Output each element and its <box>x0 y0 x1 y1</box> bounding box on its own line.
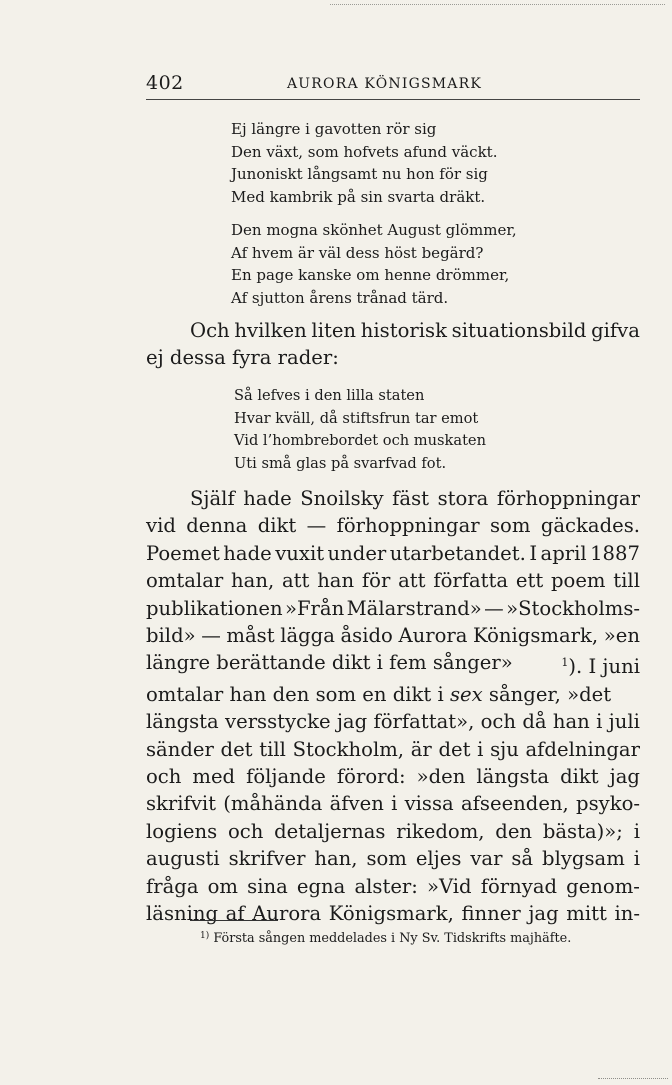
word: psyko- <box>576 792 640 816</box>
word: förhoppningar <box>336 514 480 538</box>
word: dikt <box>560 765 599 789</box>
word: han <box>317 569 355 593</box>
word: »den <box>416 765 466 789</box>
word: han, <box>314 847 358 871</box>
word: till <box>613 569 640 593</box>
word: förnyad <box>480 874 558 898</box>
word: omtalar <box>146 569 224 593</box>
word: »Från <box>284 596 345 620</box>
word: alster: <box>354 874 418 898</box>
word: Stockholm, <box>292 737 405 761</box>
verse-line: En page kanske om henne drömmer, <box>231 266 510 284</box>
word: april <box>540 541 587 565</box>
word: Poemet <box>146 541 220 565</box>
verse-line: Ej längre i gavotten rör sig <box>231 120 437 138</box>
word: hade <box>223 541 272 565</box>
word: äfven <box>329 792 384 816</box>
word: I <box>529 541 538 565</box>
word: hvilken <box>234 319 307 342</box>
text-line <box>146 845 640 872</box>
word: följande <box>246 765 326 789</box>
text-line <box>146 317 640 344</box>
word: sina <box>247 874 288 898</box>
word: om <box>207 874 239 898</box>
word: i <box>633 819 640 843</box>
word: dikt <box>257 514 297 538</box>
word: Aurora <box>252 902 322 926</box>
word: historisk <box>360 319 447 342</box>
word: Och <box>190 319 230 342</box>
word: (måhända <box>223 792 323 816</box>
emphasized-word: sex <box>450 682 483 706</box>
word: i <box>391 792 398 816</box>
word: jag <box>609 765 640 789</box>
word: af <box>225 902 245 926</box>
word: jag <box>336 710 368 734</box>
word: skrifvit <box>146 792 217 816</box>
word: bild» <box>146 624 196 648</box>
word: förhoppningar <box>496 487 640 510</box>
verse-line: Den växt, som hofvets afund väckt. <box>231 142 498 161</box>
word: sju <box>490 737 519 761</box>
text-line <box>146 873 640 900</box>
poem-stanza-1 <box>231 118 497 208</box>
word: egna <box>296 874 346 898</box>
word: vuxit <box>275 541 325 565</box>
word: under <box>327 541 387 565</box>
word: fråga <box>146 874 199 898</box>
text-line <box>146 649 640 680</box>
word: — <box>306 514 327 538</box>
word: afdelningar <box>525 737 640 761</box>
running-title: AURORA KÖNIGSMARK <box>287 76 482 92</box>
word: denna <box>186 514 248 538</box>
word: ett <box>515 569 544 593</box>
word: versstycke <box>225 710 331 734</box>
intro-paragraph <box>146 317 640 372</box>
verse-line: Med kambrik på sin svarta dräkt. <box>231 187 486 206</box>
word: måst <box>226 624 275 648</box>
poem-stanza-2 <box>231 219 517 309</box>
word: Königsmark, <box>328 902 454 926</box>
text-line <box>146 622 640 649</box>
word: poem <box>551 569 606 593</box>
text-line <box>146 595 640 622</box>
word: hade <box>243 487 292 510</box>
word: författa <box>433 569 509 593</box>
word: vid <box>146 514 176 538</box>
word: in- <box>614 902 640 926</box>
text-segment: ). I juni <box>568 655 640 679</box>
word: vissa <box>404 792 454 816</box>
verse-line: Så lefves i den lilla staten <box>234 387 425 404</box>
word: situationsbild <box>451 319 587 342</box>
word: Själf <box>190 487 235 510</box>
word: logiens <box>146 819 218 843</box>
word: är <box>410 737 432 761</box>
word: juli <box>608 710 640 734</box>
word: augusti <box>146 847 220 871</box>
word: mitt <box>566 902 607 926</box>
word: — <box>484 596 504 620</box>
word: till <box>259 737 286 761</box>
footnote-text: Första sången meddelades i Ny Sv. Tidskrifts majhäfte. <box>213 931 572 946</box>
word: i <box>596 710 603 734</box>
text-line <box>146 818 640 845</box>
text-line <box>146 763 640 790</box>
text-line <box>146 540 640 567</box>
word: och <box>480 710 517 734</box>
word: med <box>192 765 236 789</box>
word: var <box>470 847 503 871</box>
word: gäckades. <box>540 514 640 538</box>
text-line <box>146 708 640 735</box>
word: rikedom, <box>396 819 485 843</box>
word: afseenden, <box>460 792 569 816</box>
text-line <box>146 681 640 708</box>
poem-stanza-3 <box>234 385 486 475</box>
footnote-rule <box>190 920 278 921</box>
text-segment: längre berättande dikt i fem sånger» <box>146 651 513 675</box>
main-paragraph <box>146 485 640 928</box>
word: eljes <box>415 847 462 871</box>
footnote-mark: 1) <box>200 931 210 941</box>
word: Mälarstrand» <box>346 596 482 620</box>
text-line <box>146 567 640 594</box>
word: 1887 <box>590 541 640 565</box>
text-segment <box>561 649 640 680</box>
text-line <box>146 485 640 512</box>
page-number: 402 <box>146 72 184 94</box>
text-line <box>146 736 640 763</box>
word: den <box>495 819 533 843</box>
footnote-reference: 1 <box>561 656 569 670</box>
text-line: ej dessa fyra rader: <box>146 346 339 370</box>
word: det <box>220 737 253 761</box>
word: liten <box>311 319 357 342</box>
word: förord: <box>336 765 406 789</box>
word: utarbetandet. <box>389 541 526 565</box>
verse-line: Hvar kväll, då stiftsfrun tar emot <box>234 409 479 427</box>
word: som <box>490 514 531 538</box>
word: och <box>227 819 264 843</box>
word: författat», <box>373 710 475 734</box>
footnote <box>200 931 571 946</box>
word: han, <box>231 569 275 593</box>
word: det <box>438 737 471 761</box>
scan-edge-top <box>330 4 665 5</box>
text-line <box>146 900 640 927</box>
word: genom- <box>566 874 640 898</box>
verse-line: Den mogna skönhet August glömmer, <box>231 221 517 239</box>
word: längsta <box>146 710 219 734</box>
word: då <box>522 710 547 734</box>
word: »Vid <box>427 874 472 898</box>
word: »Stockholms- <box>506 596 640 620</box>
word: åsido <box>340 624 393 648</box>
word: — <box>201 624 221 648</box>
word: finner <box>461 902 521 926</box>
word: som <box>366 847 407 871</box>
word: i <box>633 847 640 871</box>
word: skrifver <box>228 847 306 871</box>
word: läsning <box>146 902 219 926</box>
verse-line: Uti små glas på svarfvad fot. <box>234 454 447 472</box>
header-rule <box>146 99 640 100</box>
text-segment: sånger, »det <box>482 682 612 706</box>
scan-edge-bottom <box>598 1078 668 1079</box>
word: stora <box>437 487 489 510</box>
word: »en <box>603 624 640 648</box>
word: lägga <box>280 624 335 648</box>
word: detaljernas <box>274 819 386 843</box>
word: i <box>477 737 484 761</box>
word: så <box>511 847 534 871</box>
text-line <box>146 512 640 539</box>
word: Aurora <box>398 624 468 648</box>
word: och <box>146 765 182 789</box>
text-segment: omtalar han den som en dikt i <box>146 682 450 706</box>
word: publikationen <box>146 596 283 620</box>
word: Snoilsky <box>300 487 384 510</box>
word: för <box>361 569 391 593</box>
verse-line: Af sjutton årens trånad tärd. <box>231 288 449 307</box>
word: bästa)»; <box>542 819 623 843</box>
verse-line: Vid l’hombrebordet och muskaten <box>234 432 486 449</box>
word: han <box>552 710 590 734</box>
word: att <box>281 569 310 593</box>
text-segment <box>146 681 611 708</box>
verse-line: Af hvem är väl dess höst begärd? <box>231 243 484 262</box>
word: att <box>398 569 426 593</box>
running-head <box>146 72 640 100</box>
text-line <box>146 790 640 817</box>
word: sänder <box>146 737 214 761</box>
word: längsta <box>476 765 550 789</box>
verse-line: Junoniskt långsamt nu hon för sig <box>231 165 488 183</box>
word: gifva <box>591 319 640 342</box>
word: Königsmark, <box>473 624 599 648</box>
word: jag <box>528 902 559 926</box>
word: fäst <box>392 487 430 510</box>
word: blygsam <box>542 847 625 871</box>
